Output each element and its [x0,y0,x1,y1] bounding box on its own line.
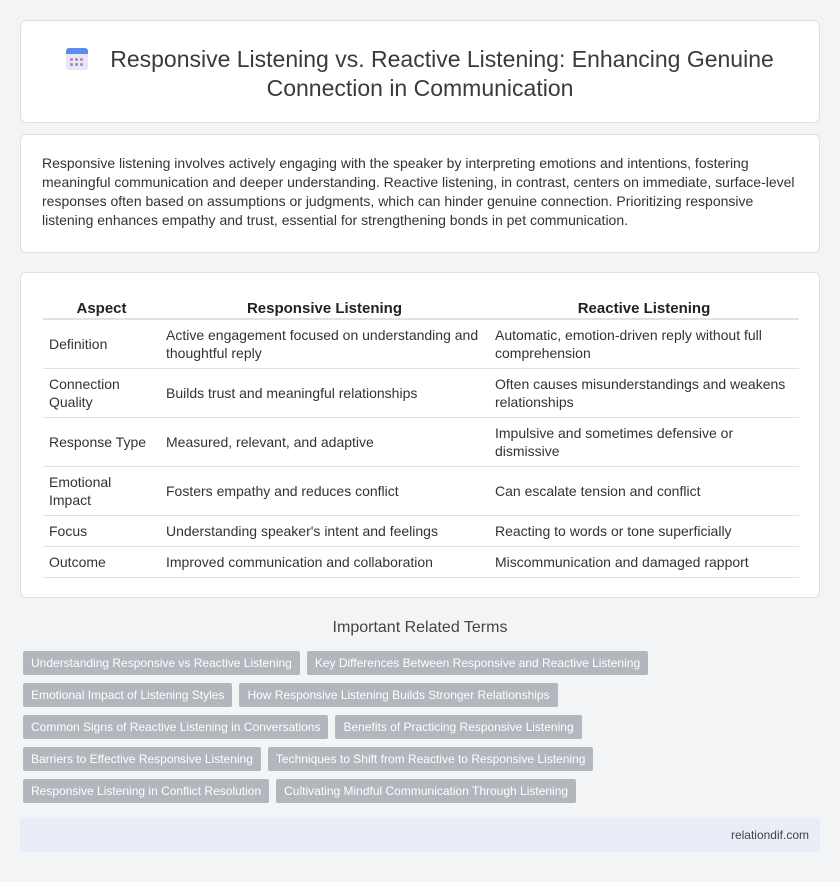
reactive-cell: Automatic, emotion-driven reply without full comprehension [489,319,799,369]
header-aspect: Aspect [43,297,160,319]
related-terms-heading: Important Related Terms [332,619,508,636]
footer-bar [20,818,820,852]
responsive-cell: Builds trust and meaningful relationships [160,369,489,418]
related-term-tag[interactable]: How Responsive Listening Builds Stronger Relationships [239,683,557,707]
comparison-card [20,272,820,598]
aspect-cell: Outcome [43,547,160,578]
table-header-row [43,297,799,319]
responsive-cell: Improved communication and collaboration [160,547,489,578]
related-term-tag[interactable]: Cultivating Mindful Communication Through Listening [276,779,576,803]
reactive-cell: Miscommunication and damaged rapport [489,547,799,578]
intro-paragraph: Responsive listening involves actively engaging with the speaker by interpreting emotions and intentions, fostering meaningful communication and deeper understanding. Reactive listening, in contrast, centers on immediate, surface-level responses often based on assumptions or judgments, which can hinder genuine connection. Prioritizing responsive listening enhances empathy and trust, essential for strengthening bonds in pet communication. [42,155,795,228]
related-term-tag[interactable]: Emotional Impact of Listening Styles [23,683,232,707]
aspect-cell: Emotional Impact [43,467,160,516]
site-domain[interactable]: relationdif.com [730,828,809,842]
table-row [43,467,799,516]
table-row [43,516,799,547]
aspect-cell: Connection Quality [43,369,160,418]
page-title [21,45,819,103]
header-responsive: Responsive Listening [160,297,489,319]
table-row [43,319,799,369]
reactive-cell: Often causes misunderstandings and weakens relationships [489,369,799,418]
table-row [43,418,799,467]
title-card [20,20,820,123]
related-term-tag[interactable]: Common Signs of Reactive Listening in Conversations [23,715,328,739]
table-row [43,547,799,578]
table-row [43,369,799,418]
aspect-cell: Focus [43,516,160,547]
responsive-cell: Understanding speaker's intent and feelings [160,516,489,547]
responsive-cell: Active engagement focused on understanding and thoughtful reply [160,319,489,369]
page-title-text: Responsive Listening vs. Reactive Listening: Enhancing Genuine Connection in Communication [110,46,774,101]
related-term-tag[interactable]: Benefits of Practicing Responsive Listening [335,715,581,739]
related-term-tag[interactable]: Barriers to Effective Responsive Listening [23,747,261,771]
related-term-tag[interactable]: Responsive Listening in Conflict Resolution [23,779,269,803]
related-term-tag[interactable]: Techniques to Shift from Reactive to Responsive Listening [268,747,594,771]
related-term-tag[interactable]: Key Differences Between Responsive and Reactive Listening [307,651,648,675]
intro-card [20,134,820,253]
header-reactive: Reactive Listening [489,297,799,319]
responsive-cell: Measured, relevant, and adaptive [160,418,489,467]
aspect-cell: Definition [43,319,160,369]
related-term-tag[interactable]: Understanding Responsive vs Reactive Listening [23,651,300,675]
responsive-cell: Fosters empathy and reduces conflict [160,467,489,516]
calendar-icon [66,48,88,70]
aspect-cell: Response Type [43,418,160,467]
reactive-cell: Can escalate tension and conflict [489,467,799,516]
comparison-table [43,297,799,578]
related-terms-list [23,651,823,811]
reactive-cell: Reacting to words or tone superficially [489,516,799,547]
reactive-cell: Impulsive and sometimes defensive or dismissive [489,418,799,467]
